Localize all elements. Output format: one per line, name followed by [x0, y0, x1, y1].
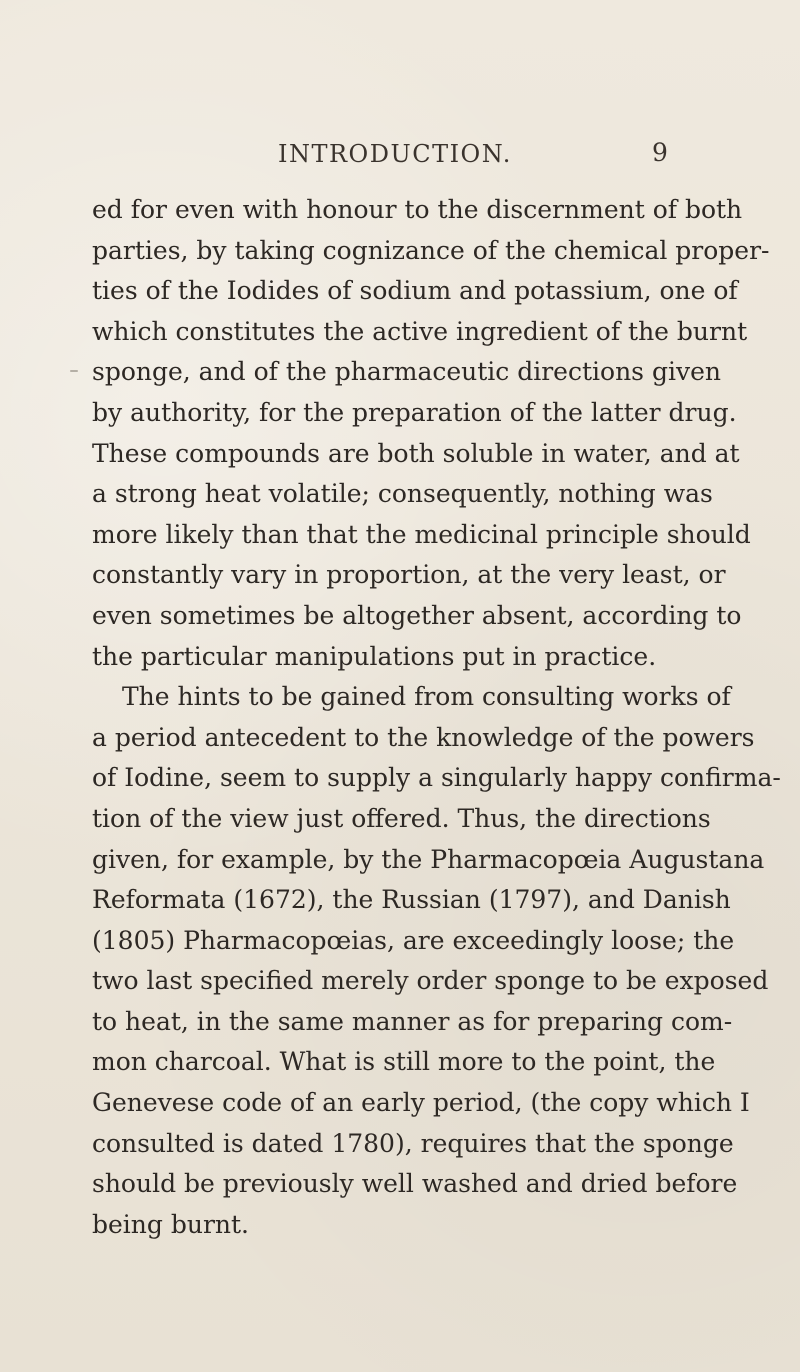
text-line: Reformata (1672), the Russian (1797), and Danish	[92, 885, 731, 915]
text-line: given, for example, by the Pharmacopœia Augustana	[92, 844, 765, 874]
text-line: The hints to be gained from consulting works of	[122, 682, 731, 712]
page-header	[0, 132, 800, 172]
text-line: ties of the Iodides of sodium and potassium, one of	[92, 276, 738, 306]
text-line: parties, by taking cognizance of the chemical proper-	[92, 235, 770, 265]
text-line: should be previously well washed and dried before	[92, 1169, 738, 1199]
text-line: more likely than that the medicinal principle should	[92, 519, 751, 549]
text-line: tion of the view just offered. Thus, the directions	[92, 803, 711, 833]
text-line: These compounds are both soluble in water, and at	[92, 438, 740, 468]
text-line: a strong heat volatile; consequently, nothing was	[92, 479, 713, 509]
text-line: being burnt.	[92, 1209, 249, 1239]
text-line: even sometimes be altogether absent, according to	[92, 600, 742, 630]
text-line: the particular manipulations put in practice.	[92, 641, 657, 671]
text-line: a period antecedent to the knowledge of the powers	[92, 722, 755, 752]
text-line: ed for even with honour to the discernment of both	[92, 195, 743, 224]
text-line: Genevese code of an early period, (the copy which I	[92, 1088, 750, 1118]
text-line: mon charcoal. What is still more to the point, the	[92, 1047, 716, 1077]
text-line: by authority, for the preparation of the latter drug.	[92, 397, 737, 427]
body-text	[92, 190, 781, 1245]
text-line: (1805) Pharmacopœias, are exceedingly loose; the	[92, 925, 735, 955]
text-line	[92, 352, 721, 393]
text-line: constantly vary in proportion, at the very least, or	[92, 560, 726, 590]
text-line: which constitutes the active ingredient of the burnt	[92, 316, 748, 346]
text-line: of Iodine, seem to supply a singularly happy confirma-	[92, 763, 781, 793]
text-line: consulted is dated 1780), requires that the sponge	[92, 1128, 734, 1158]
text-line: two last specified merely order sponge to be exposed	[92, 966, 769, 996]
text-line-content: sponge, and of the pharmaceutic directions given	[92, 357, 721, 387]
margin-mark	[70, 370, 78, 372]
running-head: INTRODUCTION.	[278, 140, 512, 168]
text-line: to heat, in the same manner as for preparing com-	[92, 1006, 733, 1036]
page-number: 9	[652, 138, 668, 167]
